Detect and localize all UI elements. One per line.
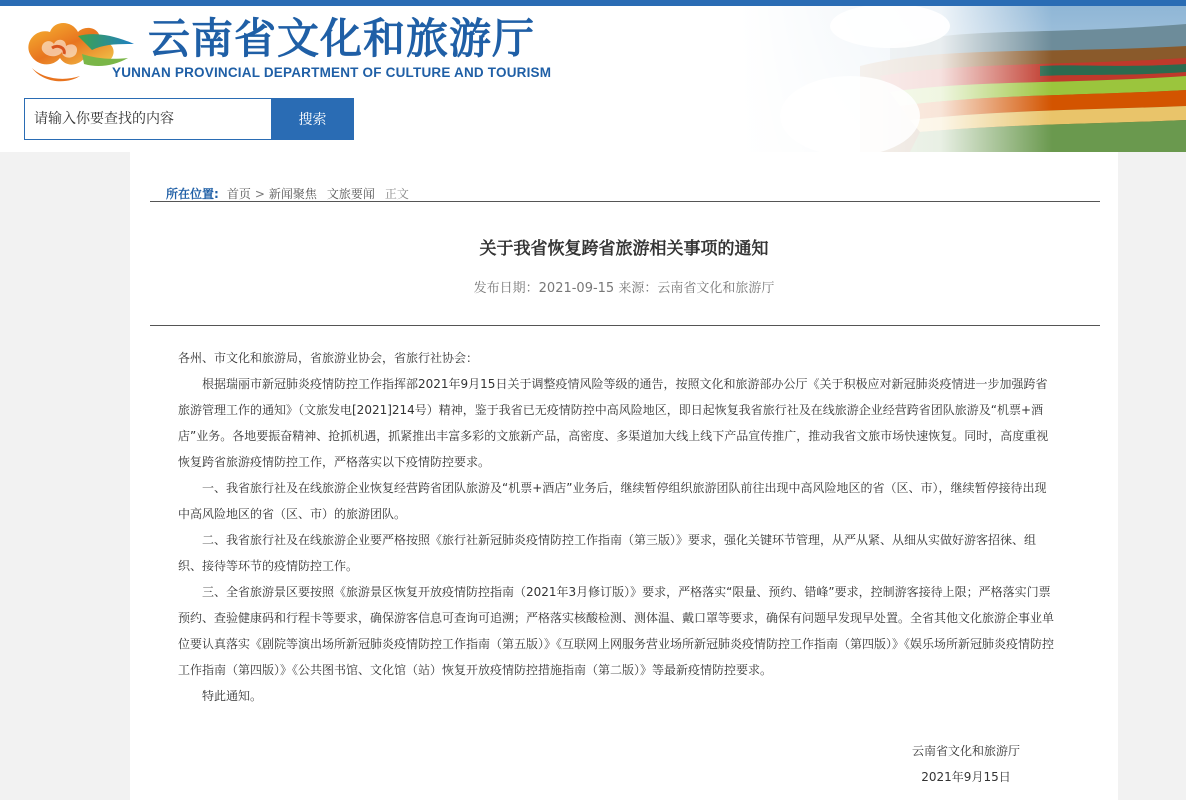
article-paragraph: 一、我省旅行社及在线旅游企业恢复经营跨省团队旅游及“机票+酒店”业务后，继续暂停组织旅游团队前往出现中高风险地区的省（区、市），继续暂停接待出现中高风险地区的省（区、市）的旅游团队。 <box>178 481 1047 521</box>
article-meta: 发布日期：2021-09-15 来源：云南省文化和旅游厅 <box>473 281 775 296</box>
article-container <box>130 152 1118 800</box>
site-title-chinese: 云南省文化和旅游厅 <box>148 14 536 63</box>
signature-organization: 云南省文化和旅游厅 <box>911 744 1020 758</box>
breadcrumb-label: 所在位置: <box>166 187 219 201</box>
breadcrumb-section-link[interactable]: 文旅要闻 <box>326 187 375 201</box>
search-box <box>24 98 354 140</box>
breadcrumb-news-link[interactable]: 新闻聚焦 <box>268 187 317 201</box>
article-paragraph: 根据瑞丽市新冠肺炎疫情防控工作指挥部2021年9月15日关于调整疫情风险等级的通告，按照文化和旅游部办公厅《关于积极应对新冠肺炎疫情进一步加强跨省旅游管理工作的通知》（文旅发电[2021]214号）精神，鉴于我省已无疫情防控中高风险地区，即日起恢复我省旅行社及在线旅游企业经营跨省团队旅游及“机票+酒店”业务。各地要振奋精神、抢抓机遇，抓紧推出丰富多彩的文旅新产品，高密度、多渠道加大线上线下产品宣传推广，推动我省文旅市场快速恢复。同时，高度重视恢复跨省旅游疫情防控工作，严格落实以下疫情防控要求。 <box>178 377 1049 469</box>
breadcrumb-separator: > <box>254 187 265 201</box>
breadcrumb <box>166 185 409 202</box>
search-input[interactable] <box>24 98 281 140</box>
banner-landscape-image <box>740 6 1186 152</box>
article-title: 关于我省恢复跨省旅游相关事项的通知 <box>479 239 769 259</box>
article-signature <box>886 738 1046 790</box>
article-salutation: 各州、市文化和旅游局，省旅游业协会，省旅行社协会： <box>178 351 479 365</box>
article-paragraph: 三、全省旅游景区要按照《旅游景区恢复开放疫情防控指南（2021年3月修订版）》要求，严格落实“限量、预约、错峰”要求，控制游客接待上限；严格落实门票预约、查验健康码和行程卡等要求，确保游客信息可查询可追溯；严格落实核酸检测、测体温、戴口罩等要求，确保有问题早发现早处置。全省其他文化旅游企事业单位要认真落实《剧院等演出场所新冠肺炎疫情防控工作指南（第五版）》《互联网上网服务营业场所新冠肺炎疫情防控工作指南（第四版）》《娱乐场所新冠肺炎疫情防控工作指南（第四版）》《公共图书馆、文化馆（站）恢复开放疫情防控措施指南（第二版）》等最新疫情防控要求。 <box>178 585 1055 677</box>
site-title-english: YUNNAN PROVINCIAL DEPARTMENT OF CULTURE AND TOURISM <box>112 65 552 80</box>
signature-date: 2021年9月15日 <box>921 770 1011 784</box>
article-paragraph: 特此通知。 <box>202 689 263 703</box>
breadcrumb-current: 正文 <box>384 187 409 201</box>
search-button[interactable]: 搜索 <box>271 98 354 140</box>
breadcrumb-home-link[interactable]: 首页 <box>226 187 251 201</box>
site-header <box>0 6 1186 152</box>
title-divider <box>150 325 1100 326</box>
article-paragraph: 二、我省旅行社及在线旅游企业要严格按照《旅行社新冠肺炎疫情防控工作指南（第三版）》要求，强化关键环节管理，从严从紧、从细从实做好游客招徕、组织、接待等环节的疫情防控工作。 <box>178 533 1037 573</box>
breadcrumb-divider <box>150 201 1100 202</box>
article-body <box>178 345 1058 709</box>
